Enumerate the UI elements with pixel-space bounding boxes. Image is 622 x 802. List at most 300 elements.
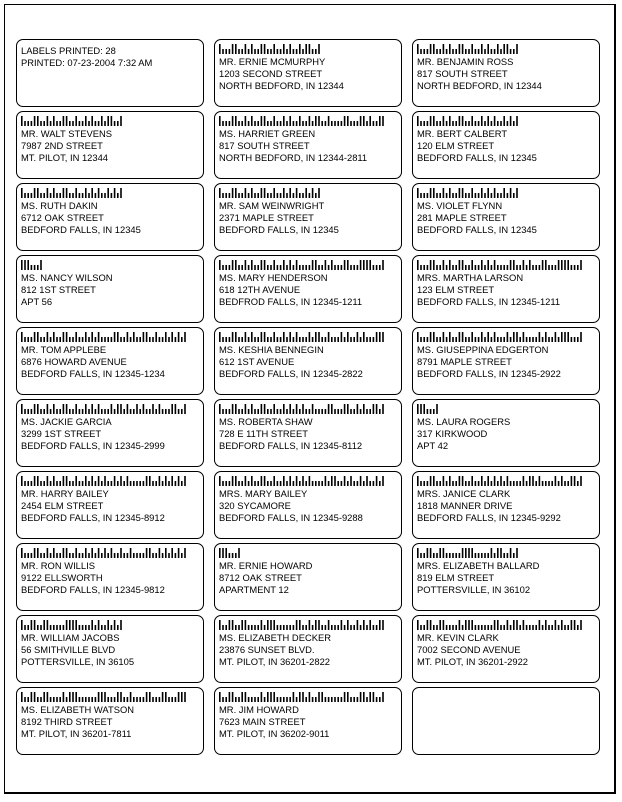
barcode-bar [353, 265, 355, 270]
barcode-bar [69, 553, 71, 558]
barcode-bar [53, 116, 55, 126]
barcode-bar [34, 548, 36, 558]
barcode-bar [82, 409, 84, 414]
barcode-bar [79, 625, 81, 630]
barcode-bar [53, 188, 55, 198]
barcode-bar [382, 332, 384, 342]
barcode-bar [337, 625, 339, 630]
barcode-bar [452, 193, 454, 198]
city-state-zip: BEDFORD FALLS, IN 12345-2922 [417, 368, 561, 379]
barcode-bar [171, 697, 173, 702]
barcode-bar [34, 332, 36, 342]
barcode-bar [267, 620, 269, 630]
barcode-bar [277, 193, 279, 198]
city-state-zip: MT. PILOT, IN 36202-9011 [219, 728, 330, 739]
barcode-bar [232, 44, 234, 54]
barcode-bar [487, 44, 489, 54]
barcode-bar [280, 409, 282, 414]
barcode-bar [571, 620, 573, 630]
barcode-bar [37, 697, 39, 702]
barcode-bar [315, 116, 317, 126]
city-state-zip: APARTMENT 12 [219, 584, 289, 595]
barcode-bar [27, 337, 29, 342]
barcode-bar [452, 481, 454, 486]
barcode-bar [555, 620, 557, 630]
barcode-bar [85, 625, 87, 630]
city-state-zip: BEDFORD FALLS, IN 12345-8112 [219, 440, 363, 451]
barcode-bar [181, 409, 183, 414]
barcode-bar [175, 337, 177, 342]
barcode-bar [107, 481, 109, 486]
barcode-bar [369, 337, 371, 342]
barcode-bar [91, 116, 93, 126]
barcode-bar [487, 332, 489, 342]
barcode-bar [168, 697, 170, 702]
recipient-name: MS. GIUSEPPINA EDGERTON [417, 344, 549, 355]
barcode-bar [162, 481, 164, 486]
barcode-bar [27, 481, 29, 486]
barcode-bar [24, 337, 26, 342]
mailing-label [16, 615, 204, 683]
barcode-bar [43, 692, 45, 702]
barcode-bar [222, 481, 224, 486]
barcode-bar [561, 260, 563, 270]
barcode-bar [254, 265, 256, 270]
barcode-bar [299, 337, 301, 342]
barcode-bar [232, 404, 234, 414]
barcode-bar [318, 188, 320, 198]
barcode-bar [471, 620, 473, 630]
barcode-bar [34, 265, 36, 270]
barcode-bar [369, 620, 371, 630]
barcode-bar [491, 337, 493, 342]
city-state-zip: NORTH BEDFORD, IN 12344 [417, 80, 542, 91]
barcode-bar [484, 49, 486, 54]
barcode-bar [443, 260, 445, 270]
postal-barcode [21, 404, 188, 414]
barcode-bar [273, 404, 275, 414]
barcode-bar [143, 697, 145, 702]
barcode-bar [325, 409, 327, 414]
barcode-bar [341, 265, 343, 270]
barcode-bar [63, 692, 65, 702]
barcode-bar [427, 337, 429, 342]
barcode-bar [280, 193, 282, 198]
barcode-bar [75, 116, 77, 126]
barcode-bar [363, 260, 365, 270]
barcode-bar [475, 553, 477, 558]
barcode-bar [251, 697, 253, 702]
barcode-bar [136, 481, 138, 486]
barcode-bar [283, 476, 285, 486]
barcode-bar [241, 265, 243, 270]
barcode-bar [267, 49, 269, 54]
barcode-bar [427, 265, 429, 270]
barcode-bar [430, 44, 432, 54]
barcode-bar [455, 121, 457, 126]
barcode-bar [564, 332, 566, 342]
barcode-bar [475, 49, 477, 54]
city-state-zip: APT 42 [417, 440, 449, 451]
barcode-bar [312, 404, 314, 414]
city-state-zip: MT. PILOT, IN 36201-2922 [417, 656, 528, 667]
barcode-bar [373, 265, 375, 270]
street-address: 612 1ST AVENUE [219, 356, 295, 367]
barcode-bar [542, 625, 544, 630]
barcode-bar [315, 620, 317, 630]
barcode-bar [69, 193, 71, 198]
barcode-bar [111, 116, 113, 126]
barcode-bar [261, 476, 263, 486]
barcode-bar [66, 476, 68, 486]
barcode-bar [302, 193, 304, 198]
barcode-bar [481, 625, 483, 630]
barcode-bar [491, 265, 493, 270]
barcode-bar [117, 404, 119, 414]
barcode-bar [175, 404, 177, 414]
recipient-name: MR. RON WILLIS [21, 560, 95, 571]
barcode-bar [267, 481, 269, 486]
barcode-bar [571, 476, 573, 486]
barcode-bar [139, 697, 141, 702]
city-state-zip: BEDFORD FALLS, IN 12345-2822 [219, 368, 363, 379]
barcode-bar [69, 481, 71, 486]
barcode-bar [510, 481, 512, 486]
barcode-bar [280, 625, 282, 630]
barcode-bar [465, 337, 467, 342]
barcode-bar [235, 260, 237, 270]
barcode-bar [264, 625, 266, 630]
barcode-bar [31, 692, 33, 702]
barcode-bar [350, 121, 352, 126]
barcode-bar [241, 121, 243, 126]
barcode-bar [309, 476, 311, 486]
barcode-bar [88, 481, 90, 486]
mailing-label [214, 183, 402, 251]
barcode-bar [34, 188, 36, 198]
barcode-bar [171, 548, 173, 558]
barcode-bar [79, 697, 81, 702]
barcode-bar [551, 481, 553, 486]
barcode-bar [471, 332, 473, 342]
barcode-bar [363, 332, 365, 342]
barcode-bar [277, 49, 279, 54]
barcode-bar [360, 625, 362, 630]
barcode-bar [420, 121, 422, 126]
barcode-bar [47, 620, 49, 630]
barcode-bar [21, 188, 23, 198]
barcode-bar [459, 260, 461, 270]
barcode-bar [561, 476, 563, 486]
barcode-bar [430, 620, 432, 630]
barcode-bar [481, 476, 483, 486]
barcode-bar [491, 481, 493, 486]
barcode-bar [417, 188, 419, 198]
barcode-bar [159, 404, 161, 414]
barcode-bar [238, 193, 240, 198]
label-grid [16, 39, 603, 755]
barcode-bar [222, 49, 224, 54]
barcode-bar [439, 49, 441, 54]
recipient-name: MS. ROBERTA SHAW [219, 416, 313, 427]
barcode-bar [309, 692, 311, 702]
barcode-bar [484, 121, 486, 126]
barcode-bar [420, 265, 422, 270]
barcode-bar [59, 121, 61, 126]
barcode-bar [315, 193, 317, 198]
barcode-bar [184, 476, 186, 486]
barcode-bar [114, 553, 116, 558]
barcode-bar [245, 404, 247, 414]
street-address: 8192 THIRD STREET [21, 716, 113, 727]
street-address: 1203 SECOND STREET [219, 68, 323, 79]
barcode-bar [254, 193, 256, 198]
barcode-bar [321, 481, 323, 486]
barcode-bar [37, 332, 39, 342]
barcode-bar [162, 337, 164, 342]
mailing-label [412, 471, 600, 539]
barcode-bar [503, 188, 505, 198]
barcode-bar [56, 625, 58, 630]
street-address: 7623 MAIN STREET [219, 716, 306, 727]
barcode-bar [574, 265, 576, 270]
barcode-bar [245, 476, 247, 486]
barcode-bar [500, 548, 502, 558]
barcode-bar [229, 409, 231, 414]
barcode-bar [85, 116, 87, 126]
barcode-bar [574, 620, 576, 630]
barcode-bar [366, 409, 368, 414]
barcode-bar [337, 121, 339, 126]
barcode-bar [107, 697, 109, 702]
barcode-bar [337, 337, 339, 342]
barcode-bar [117, 332, 119, 342]
barcode-bar [427, 481, 429, 486]
barcode-bar [341, 121, 343, 126]
barcode-bar [337, 265, 339, 270]
barcode-bar [516, 548, 518, 558]
barcode-bar [66, 116, 68, 126]
barcode-bar [296, 404, 298, 414]
barcode-bar [82, 193, 84, 198]
barcode-bar [369, 409, 371, 414]
barcode-bar [114, 188, 116, 198]
barcode-bar [75, 476, 77, 486]
barcode-bar [503, 481, 505, 486]
recipient-name: MR. HARRY BAILEY [21, 488, 109, 499]
barcode-bar [66, 697, 68, 702]
barcode-bar [257, 625, 259, 630]
city-state-zip: MT. PILOT, IN 36201-2822 [219, 656, 330, 667]
barcode-bar [545, 260, 547, 270]
barcode-bar [27, 409, 29, 414]
barcode-bar [382, 260, 384, 270]
barcode-bar [88, 337, 90, 342]
barcode-bar [328, 265, 330, 270]
barcode-bar [149, 692, 151, 702]
barcode-bar [289, 697, 291, 702]
mailing-label [412, 399, 600, 467]
barcode-bar [238, 481, 240, 486]
barcode-bar [465, 193, 467, 198]
barcode-bar [309, 332, 311, 342]
barcode-bar [75, 332, 77, 342]
barcode-bar [232, 553, 234, 558]
barcode-bar [37, 188, 39, 198]
street-address: 320 SYCAMORE [219, 500, 291, 511]
barcode-bar [143, 332, 145, 342]
postal-barcode [21, 620, 124, 630]
barcode-bar [152, 337, 154, 342]
barcode-bar [299, 116, 301, 126]
barcode-bar [363, 620, 365, 630]
barcode-bar [455, 337, 457, 342]
barcode-bar [165, 476, 167, 486]
barcode-bar [574, 337, 576, 342]
barcode-bar [280, 265, 282, 270]
barcode-bar [513, 620, 515, 630]
barcode-bar [235, 625, 237, 630]
barcode-bar [101, 337, 103, 342]
barcode-bar [443, 44, 445, 54]
barcode-bar [241, 49, 243, 54]
barcode-bar [88, 625, 90, 630]
barcode-bar [245, 692, 247, 702]
barcode-bar [341, 620, 343, 630]
postal-barcode [219, 404, 386, 414]
barcode-bar [452, 121, 454, 126]
barcode-bar [69, 409, 71, 414]
barcode-bar [500, 337, 502, 342]
barcode-bar [225, 625, 227, 630]
street-address: 123 ELM STREET [417, 284, 495, 295]
barcode-bar [181, 692, 183, 702]
barcode-bar [465, 548, 467, 558]
barcode-bar [328, 481, 330, 486]
barcode-bar [47, 332, 49, 342]
barcode-bar [238, 548, 240, 558]
barcode-bar [232, 620, 234, 630]
barcode-bar [229, 553, 231, 558]
barcode-bar [27, 697, 29, 702]
barcode-bar [513, 193, 515, 198]
barcode-bar [248, 481, 250, 486]
barcode-bar [487, 188, 489, 198]
barcode-bar [273, 44, 275, 54]
barcode-bar [273, 116, 275, 126]
barcode-bar [328, 620, 330, 630]
barcode-bar [574, 476, 576, 486]
postal-barcode [21, 692, 188, 702]
barcode-bar [37, 404, 39, 414]
barcode-bar [273, 692, 275, 702]
barcode-bar [439, 620, 441, 630]
barcode-bar [478, 265, 480, 270]
barcode-bar [433, 116, 435, 126]
barcode-bar [318, 265, 320, 270]
barcode-bar [344, 337, 346, 342]
barcode-bar [184, 404, 186, 414]
barcode-bar [155, 697, 157, 702]
barcode-bar [455, 193, 457, 198]
barcode-bar [503, 265, 505, 270]
barcode-bar [309, 265, 311, 270]
barcode-bar [107, 188, 109, 198]
barcode-bar [478, 481, 480, 486]
barcode-bar [235, 332, 237, 342]
barcode-bar [283, 260, 285, 270]
barcode-bar [433, 476, 435, 486]
postal-barcode [417, 116, 520, 126]
barcode-bar [277, 121, 279, 126]
barcode-bar [101, 193, 103, 198]
barcode-bar [123, 697, 125, 702]
barcode-bar [539, 265, 541, 270]
barcode-bar [376, 476, 378, 486]
barcode-bar [245, 260, 247, 270]
barcode-bar [79, 121, 81, 126]
mailing-label [16, 399, 204, 467]
barcode-bar [350, 337, 352, 342]
barcode-bar [353, 481, 355, 486]
street-address: 6712 OAK STREET [21, 212, 104, 223]
barcode-bar [34, 404, 36, 414]
barcode-bar [471, 116, 473, 126]
recipient-name: MR. BERT CALBERT [417, 128, 508, 139]
barcode-bar [465, 49, 467, 54]
barcode-bar [449, 260, 451, 270]
postal-barcode [219, 116, 386, 126]
barcode-bar [136, 404, 138, 414]
barcode-bar [225, 49, 227, 54]
barcode-bar [107, 116, 109, 126]
barcode-bar [75, 620, 77, 630]
barcode-bar [254, 121, 256, 126]
barcode-bar [43, 620, 45, 630]
barcode-bar [430, 548, 432, 558]
barcode-bar [305, 44, 307, 54]
barcode-bar [446, 49, 448, 54]
barcode-bar [40, 625, 42, 630]
street-address: 9122 ELLSWORTH [21, 572, 103, 583]
barcode-bar [468, 49, 470, 54]
barcode-bar [478, 121, 480, 126]
barcode-bar [439, 337, 441, 342]
barcode-bar [133, 409, 135, 414]
barcode-bar [21, 332, 23, 342]
barcode-bar [59, 625, 61, 630]
barcode-bar [430, 116, 432, 126]
barcode-bar [101, 625, 103, 630]
barcode-bar [423, 193, 425, 198]
barcode-bar [261, 404, 263, 414]
barcode-bar [264, 44, 266, 54]
barcode-bar [37, 625, 39, 630]
barcode-bar [487, 260, 489, 270]
barcode-bar [50, 337, 52, 342]
barcode-bar [475, 121, 477, 126]
barcode-bar [82, 625, 84, 630]
barcode-bar [478, 193, 480, 198]
barcode-bar [293, 337, 295, 342]
barcode-bar [91, 188, 93, 198]
barcode-bar [328, 332, 330, 342]
barcode-bar [436, 404, 438, 414]
barcode-bar [497, 265, 499, 270]
barcode-bar [497, 548, 499, 558]
barcode-bar [318, 44, 320, 54]
barcode-bar [232, 692, 234, 702]
